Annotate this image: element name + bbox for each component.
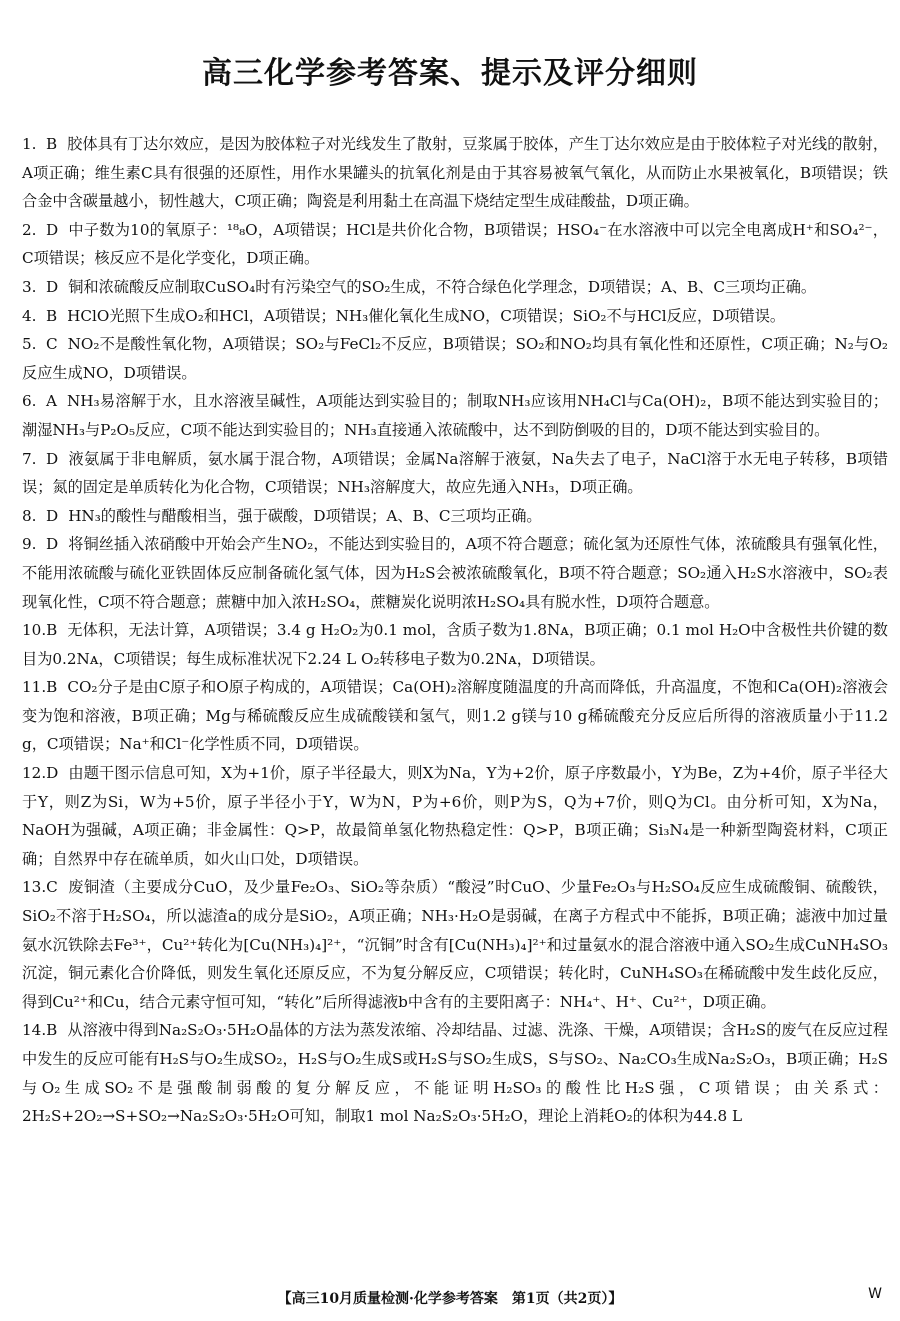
answer-item <box>22 502 888 531</box>
item-answer: B <box>46 1021 58 1040</box>
item-answer: B <box>46 678 58 697</box>
item-answer: D <box>46 449 59 468</box>
item-number: 13. <box>22 878 47 897</box>
item-answer: B <box>46 306 58 325</box>
item-explanation: HN₃的酸性与醋酸相当，强于碳酸，D项错误；A、B、C三项均正确。 <box>68 506 542 525</box>
item-explanation: 胶体具有丁达尔效应，是因为胶体粒子对光线发生了散射，豆浆属于胶体，产生丁达尔效应是由于胶体粒子对光线的散射，A项正确；维生素C具有很强的还原性，用作水果罐头的抗氧化剂是由于其容易被氧气氧化，从而防止水果被氧化，B项错误；铁合金中含碳量越小，韧性越大，C项正确；陶瓷是利用黏土在高温下烧结定型生成硅酸盐，D项正确。 <box>22 135 888 211</box>
answer-item <box>22 330 888 387</box>
page-footer: 【高三10月质量检测·化学参考答案 第1页（共2页）】 <box>277 1291 623 1307</box>
item-explanation: 铜和浓硫酸反应制取CuSO₄时有污染空气的SO₂生成，不符合绿色化学理念，D项错误；A、B、C三项均正确。 <box>68 277 817 296</box>
item-explanation: 废铜渣（主要成分CuO，及少量Fe₂O₃、SiO₂等杂质）“酸浸”时CuO、少量Fe₂O₃与H₂SO₄反应生成硫酸铜、硫酸铁，SiO₂不溶于H₂SO₄，所以滤渣a的成分是SiO₂，A项正确；NH₃·H₂O是弱碱，在离子方程式中不能拆，B项正确；滤液中加过量氨水沉铁除去Fe³⁺，Cu²⁺转化为[Cu(NH₃)₄]²⁺，“沉铜”时含有[Cu(NH₃)₄]²⁺和过量氨水的混合溶液中通入SO₂生成CuNH₄SO₃沉淀，铜元素化合价降低，则发生氧化还原反应，不为复分解反应，C项错误；转化时，CuNH₄SO₃在稀硫酸中发生歧化反应，得到Cu²⁺和Cu，结合元素守恒可知，“转化”后所得滤液b中含有的主要阳离子：NH₄⁺、H⁺、Cu²⁺，D项正确。 <box>22 878 888 1011</box>
item-number: 1. <box>22 135 37 153</box>
item-answer: D <box>46 764 59 783</box>
answer-item <box>22 387 888 444</box>
item-number: 4. <box>22 306 37 325</box>
item-answer: D <box>46 220 59 239</box>
item-number: 9. <box>22 535 37 554</box>
item-number: 8. <box>22 506 37 525</box>
item-explanation: 中子数为10的氧原子：¹⁸₈O，A项错误；HCl是共价化合物，B项错误；HSO₄⁻在水溶液中可以完全电离成H⁺和SO₄²⁻，C项错误；核反应不是化学变化，D项正确。 <box>22 220 888 268</box>
item-answer: B <box>46 135 58 153</box>
item-number: 6. <box>22 392 37 411</box>
item-explanation: 无体积，无法计算，A项错误；3.4 g H₂O₂为0.1 mol，含质子数为1.8Nᴀ，B项正确；0.1 mol H₂O中含极性共价键的数目为0.2Nᴀ，C项错误；每生成标准状况下2.24 L O₂转移电子数为0.2Nᴀ，D项错误。 <box>22 621 888 668</box>
item-explanation: 从溶液中得到Na₂S₂O₃·5H₂O晶体的方法为蒸发浓缩、冷却结晶、过滤、洗涤、干燥，A项错误；含H₂S的废气在反应过程中发生的反应可能有H₂S与O₂生成SO₂，H₂S与O₂生成S或H₂S与SO₂生成S，S与SO₂、Na₂CO₃生成Na₂S₂O₃，B项正确；H₂S与O₂生成SO₂不是强酸制弱酸的复分解反应，不能证明H₂SO₃的酸性比H₂S强，C项错误；由关系式：2H₂S+2O₂→S+SO₂→Na₂S₂O₃·5H₂O可知，制取1 mol Na₂S₂O₃·5H₂O，理论上消耗O₂的体积为44.8 L <box>22 1021 888 1126</box>
item-explanation: 液氨属于非电解质，氨水属于混合物，A项错误；金属Na溶解于液氨，Na失去了电子，NaCl溶于水无电子转移，B项错误；氮的固定是单质转化为化合物，C项错误；NH₃溶解度大，故应先通入NH₃，D项正确。 <box>22 449 888 497</box>
item-number: 10. <box>22 621 47 640</box>
answer-item <box>22 759 888 873</box>
item-number: 7. <box>22 449 37 468</box>
item-number: 12. <box>22 764 47 783</box>
answer-item <box>22 216 888 273</box>
item-explanation: 将铜丝插入浓硝酸中开始会产生NO₂，不能达到实验目的，A项不符合题意；硫化氢为还原性气体，浓硫酸具有强氧化性，不能用浓硫酸与硫化亚铁固体反应制备硫化氢气体，因为H₂S会被浓硫酸氧化，B项不符合题意；SO₂通入H₂S水溶液中，SO₂表现氧化性，C项不符合题意；蔗糖中加入浓H₂SO₄，蔗糖炭化说明浓H₂SO₄具有脱水性，D项符合题意。 <box>22 535 888 611</box>
answer-item <box>22 673 888 759</box>
item-explanation: CO₂分子是由C原子和O原子构成的，A项错误；Ca(OH)₂溶解度随温度的升高而降低，升高温度，不饱和Ca(OH)₂溶液会变为饱和溶液，B项正确；Mg与稀硫酸反应生成硫酸镁和氢气，则1.2 g镁与10 g稀硫酸充分反应后所得的溶液质量小于11.2 g，C项错误；Na⁺和Cl⁻化学性质不同，D项错误。 <box>22 678 888 754</box>
page-title: 高三化学参考答案、提示及评分细则 <box>202 56 698 91</box>
answer-item <box>22 616 888 673</box>
item-number: 14. <box>22 1021 47 1040</box>
item-number: 3. <box>22 277 37 296</box>
item-answer: A <box>46 392 57 411</box>
item-answer: C <box>46 878 58 897</box>
item-explanation: NO₂不是酸性氧化物，A项错误；SO₂与FeCl₂不反应，B项错误；SO₂和NO₂均具有氧化性和还原性，C项正确；N₂与O₂反应生成NO，D项错误。 <box>22 335 888 382</box>
answer-item <box>22 1016 888 1130</box>
item-answer: D <box>46 506 59 525</box>
item-number: 2. <box>22 220 37 239</box>
answer-item <box>22 130 888 216</box>
item-answer: D <box>46 277 59 296</box>
answer-item <box>22 273 888 302</box>
item-explanation: 由题干图示信息可知，X为+1价，原子半径最大，则X为Na，Y为+2价，原子序数最小，Y为Be，Z为+4价，原子半径大于Y，则Z为Si，W为+5价，原子半径小于Y，W为N，P为+6价，则P为S，Q为+7价，则Q为Cl。由分析可知，X为Na，NaOH为强碱，A项正确；非金属性：Q>P，故最简单氢化物热稳定性：Q>P，B项正确；Si₃N₄是一种新型陶瓷材料，C项正确；自然界中存在硫单质，如火山口处，D项错误。 <box>22 764 888 868</box>
item-explanation: NH₃易溶解于水，且水溶液呈碱性，A项能达到实验目的；制取NH₃应该用NH₄Cl与Ca(OH)₂，B项不能达到实验目的；潮湿NH₃与P₂O₅反应，C项不能达到实验目的；NH₃直接通入浓硫酸中，达不到防倒吸的目的，D项不能达到实验目的。 <box>22 392 888 439</box>
item-number: 5. <box>22 335 37 354</box>
answer-item <box>22 445 888 502</box>
item-answer: C <box>46 335 58 354</box>
item-answer: B <box>46 621 58 640</box>
answer-item <box>22 530 888 616</box>
corner-mark: W <box>868 1286 882 1302</box>
answer-list <box>22 130 888 1131</box>
item-answer: D <box>46 535 59 554</box>
item-explanation: HClO光照下生成O₂和HCl，A项错误；NH₃催化氧化生成NO，C项错误；SiO₂不与HCl反应，D项错误。 <box>67 306 786 325</box>
item-number: 11. <box>22 678 47 697</box>
answer-item <box>22 302 888 331</box>
answer-item <box>22 873 888 1016</box>
